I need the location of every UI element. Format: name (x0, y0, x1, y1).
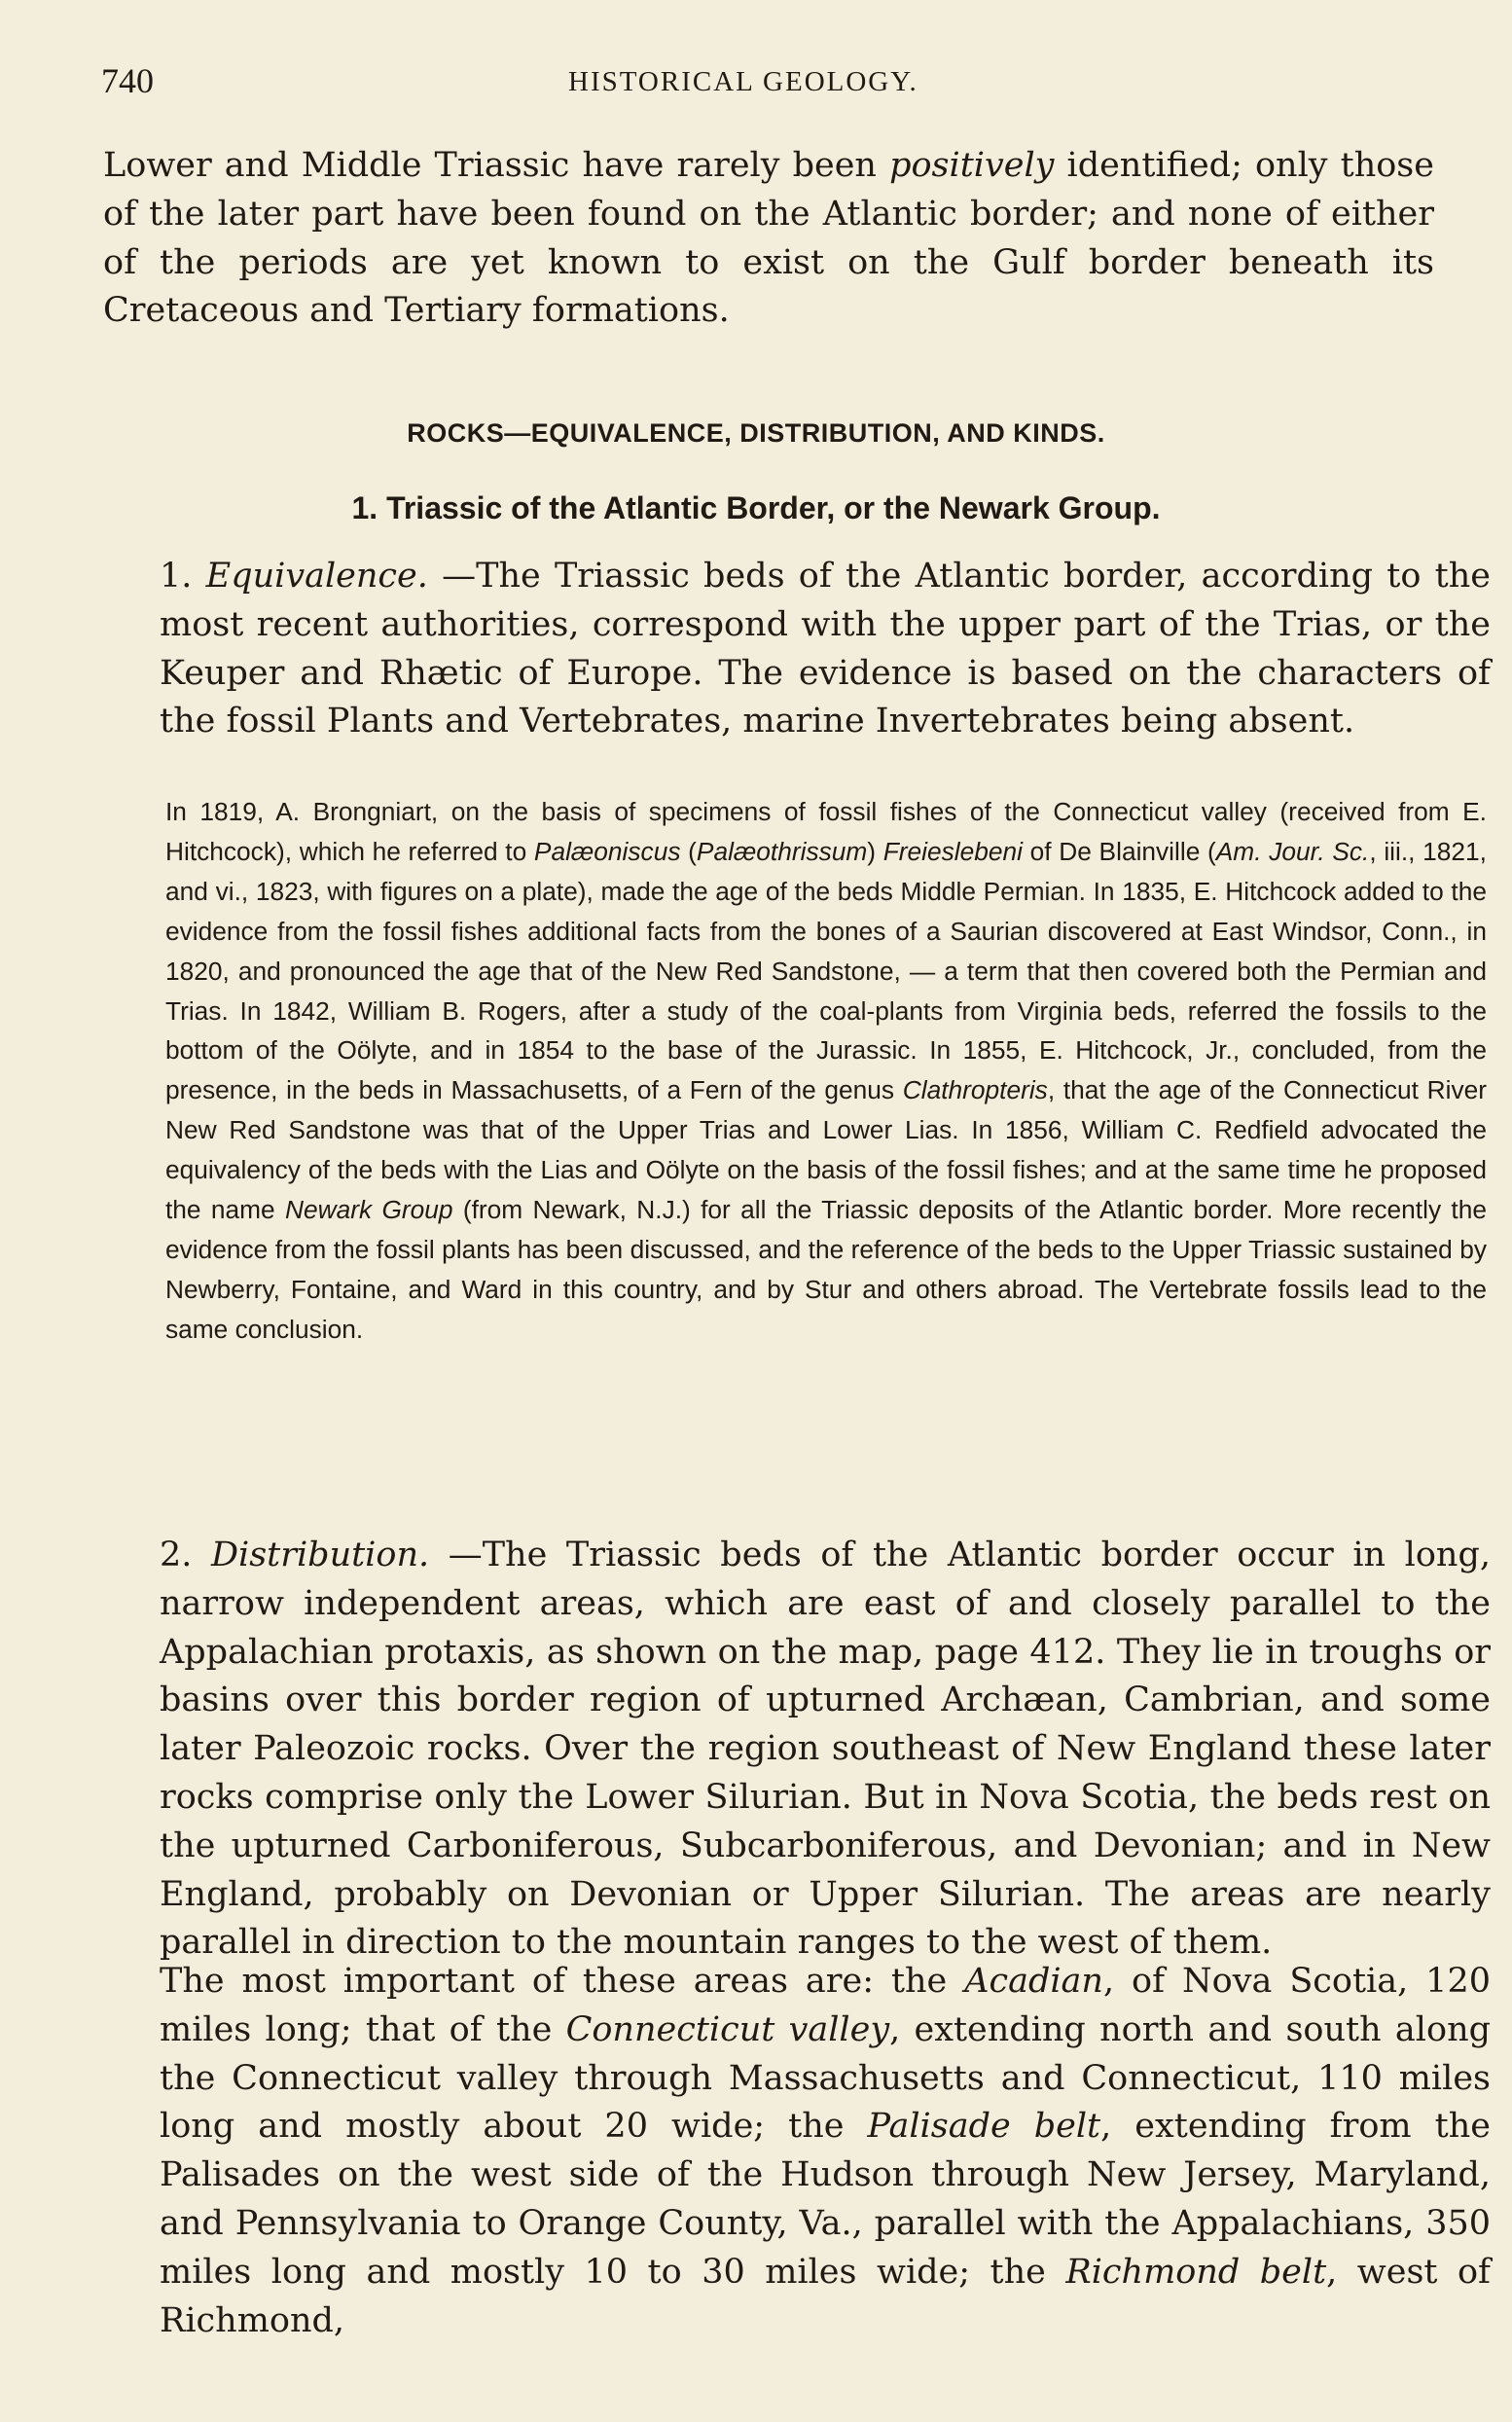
page-number: 740 (101, 61, 154, 100)
distribution-runin-heading: Distribution. (210, 1536, 430, 1574)
running-head (101, 60, 1434, 99)
running-title: HISTORICAL GEOLOGY. (568, 66, 918, 97)
section-heading: ROCKS—EQUIVALENCE, DISTRIBUTION, AND KINDS. (407, 418, 1105, 448)
intro-paragraph: Lower and Middle Triassic have rarely been positively identified; only those of the later part have been found on the Atlantic border; and none of either of the periods are yet known to exist on the Gulf border beneath its Cretaceous and Tertiary formations. (103, 146, 1434, 331)
areas-paragraph: The most important of these areas are: the Acadian, of Nova Scotia, 120 miles long; that of the Connecticut valley, extending north and south along the Connecticut valley through Massachusetts and Connecticut, 110 miles long and mostly about 20 wide; the Palisade belt, extending from the Palisades on the west side of the Hudson through New Jersey, Maryland, and Pennsylvania to Orange County, Va., parallel with the Appalachians, 350 miles long and mostly 10 to 30 miles wide; the Richmond belt, west of Richmond, (160, 1962, 1492, 2340)
distribution-paragraph: 2. Distribution. —The Triassic beds of the Atlantic border occur in long, narrow independent areas, which are east of and closely parallel to the Appalachian protaxis, as shown on the map, page 412. They lie in troughs or basins over this border region of upturned Archæan, Cambrian, and some later Paleozoic rocks. Over the region southeast of New England these later rocks comprise only the Lower Silurian. But in Nova Scotia, the beds rest on the upturned Carboniferous, Subcarboniferous, and Devonian; and in New England, probably on Devonian or Upper Silurian. The areas are nearly parallel in direction to the mountain ranges to the west of them. (160, 1536, 1491, 1963)
emphasis-positively: positively (889, 146, 1055, 185)
history-small-print: In 1819, A. Brongniart, on the basis of specimens of fossil fishes of the Connecticut valley (received from E. Hitchcock), which he referred to Palæoniscus (Palæothrissum) Freieslebeni of De Blainville (Am. Jour. Sc., iii., 1821, and vi., 1823, with figures on a plate), made the age of the beds Middle Permian. In 1835, E. Hitchcock added to the evidence from the fossil fishes additional facts from the bones of a Saurian discovered at East Windsor, Conn., in 1820, and pronounced the age that of the New Red Sandstone, — a term that then covered both the Permian and Trias. In 1842, William B. Rogers, after a study of the coal-plants from Virginia beds, referred the fossils to the bottom of the Oölyte, and in 1854 to the base of the Jurassic. In 1855, E. Hitchcock, Jr., concluded, from the presence, in the beds in Massachusetts, of a Fern of the genus Clathropteris, that the age of the Connecticut River New Red Sandstone was that of the Upper Trias and Lower Lias. In 1856, William C. Redfield advocated the equivalency of the beds with the Lias and Oölyte on the basis of the fossil fishes; and at the same time he proposed the name Newark Group (from Newark, N.J.) for all the Triassic deposits of the Atlantic border. More recently the evidence from the fossil plants has been discussed, and the reference of the beds to the Upper Triassic sustained by Newberry, Fontaine, and Ward in this country, and by Stur and others abroad. The Vertebrate fossils lead to the same conclusion. (165, 797, 1487, 1344)
subsection-heading: 1. Triassic of the Atlantic Border, or the Newark Group. (351, 490, 1161, 525)
equivalence-paragraph: 1. Equivalence. —The Triassic beds of the Atlantic border, according to the most recent authorities, correspond with the upper part of the Trias, or the Keuper and Rhætic of Europe. The evidence is based on the characters of the fossil Plants and Vertebrates, marine Invertebrates being absent. (160, 557, 1491, 741)
equivalence-runin-heading: Equivalence. (205, 557, 428, 596)
